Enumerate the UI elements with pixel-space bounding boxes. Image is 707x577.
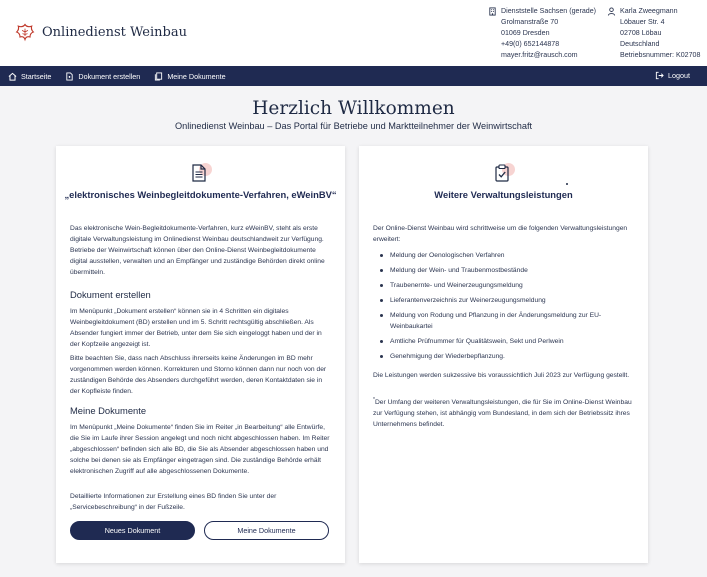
card-icon-wrap <box>494 164 514 184</box>
section-title-meine-dokumente: Meine Dokumente <box>70 405 147 416</box>
brand-name: Onlinedienst Weinbau <box>42 24 187 40</box>
main-nav <box>0 66 707 86</box>
my-documents-button[interactable]: Meine Dokumente <box>204 521 329 540</box>
new-document-button[interactable]: Neues Dokument <box>70 521 195 540</box>
list-item: Genehmigung der Wiederbepflanzung. <box>373 351 634 362</box>
welcome-section <box>0 98 707 131</box>
user-contact <box>607 6 700 61</box>
availability-note: Die Leistungen werden sukzessive bis voraussichtlich Juli 2023 zur Verfügung gestellt. <box>373 372 630 379</box>
office-name: Dienststelle Sachsen (gerade) <box>501 7 597 15</box>
clipboard-check-icon <box>494 164 510 182</box>
card-title: „elektronisches Weinbegleitdokumente-Verfahren, eWeinBV“ <box>64 189 337 200</box>
document-add-icon <box>65 72 74 81</box>
section-text: Im Menüpunkt „Dokument erstellen“ können sie in 4 Schritten ein digitales Weinbegleitdokument (BD) erstellen und im 5. Schritt rechtsgültig abschließen. Als Absender fungiert immer der Betrieb, unter dem Sie sich eingeloggt haben und der in der Kopfzeile angezeigt ist. <box>70 308 322 348</box>
nav-label: Meine Dokumente <box>167 71 226 81</box>
user-city: 02708 Löbau <box>620 29 662 37</box>
section-title-dokument-erstellen: Dokument erstellen <box>70 289 151 300</box>
services-card <box>359 146 648 563</box>
list-item: Lieferantenverzeichnis zur Weinerzeugungsmeldung <box>373 295 634 306</box>
logout-button[interactable] <box>655 71 690 80</box>
home-icon <box>8 72 17 81</box>
footnote-mark: * <box>373 397 375 403</box>
documents-icon <box>154 72 163 81</box>
logout-label: Logout <box>668 71 690 80</box>
nav-item-startseite[interactable] <box>8 72 51 81</box>
nav-label: Dokument erstellen <box>78 71 141 81</box>
scope-note-text: Der Umfang der weiteren Verwaltungsleistungen, die für Sie im Online-Dienst Weinbau zur Verfügung stehen, ist abhängig vom Bundesland, in dem sich der Betriebssitz ihres Unternehmens befindet. <box>373 399 632 429</box>
header <box>0 0 707 66</box>
page-subtitle: Onlinedienst Weinbau – Das Portal für Betriebe und Marktteilnehmer der Weinwirtschaft <box>174 121 533 131</box>
section-text: Detaillierte Informationen zur Erstellung eines BD finden Sie unter der „Servicebeschreibung“ in der Fußzeile. <box>70 493 277 511</box>
decorative-dot <box>566 183 568 185</box>
list-item: Traubenernte- und Weinerzeugungsmeldung <box>373 280 634 291</box>
office-email: mayer.fritz@rausch.com <box>501 51 578 59</box>
list-item: Meldung der Wein- und Traubenmostbestände <box>373 265 634 276</box>
list-item: Meldung der Oenologischen Verfahren <box>373 250 634 261</box>
page-title: Herzlich Willkommen <box>252 98 455 119</box>
card-intro: Der Online-Dienst Weinbau wird schrittweise um die folgenden Verwaltungsleistungen erweitert: <box>373 225 628 243</box>
nav-label: Startseite <box>21 71 52 81</box>
list-item: Meldung von Rodung und Pflanzung in der Änderungsmeldung zur EU-Weinbaukartei <box>373 310 634 332</box>
brand-logo[interactable] <box>15 22 187 42</box>
office-phone: +49(0) 652144878 <box>501 40 560 48</box>
grape-leaf-icon <box>15 22 35 42</box>
card-icon-wrap <box>191 164 211 184</box>
user-country: Deutschland <box>620 40 660 48</box>
user-name: Karla Zweegmann <box>620 7 678 15</box>
scope-note <box>373 395 634 430</box>
list-item: Amtliche Prüfnummer für Qualitätswein, Sekt und Perlwein <box>373 336 634 347</box>
document-icon <box>191 164 207 182</box>
office-street: Grolmanstraße 70 <box>501 18 559 26</box>
user-company-number: Betriebsnummer: K02708 <box>620 51 701 59</box>
office-city: 01069 Dresden <box>501 29 550 37</box>
services-list <box>373 250 634 366</box>
card-intro: Das elektronische Wein-Begleitdokumente-Verfahren, kurz eWeinBV, steht als erste digitale Verwaltungsleistung im Onlinedienst Weinbau deutschlandweit zur Verfügung. Betriebe der Weinwirtschaft können über den Online-Dienst Weinbegleitdokumente digital ausstellen, verwalten und an Empfänger und zuständige Behörden direkt online übermitteln. <box>70 225 325 276</box>
eweinbv-card <box>56 146 345 563</box>
logout-icon <box>655 71 664 80</box>
nav-item-meine-dokumente[interactable] <box>154 72 225 81</box>
section-text: Im Menüpunkt „Meine Dokumente“ finden Sie im Reiter „in Bearbeitung“ alle Entwürfe, die Sie im Laufe ihrer Session angelegt und noch nicht abgeschlossen haben. Im Reiter „abgeschlossen“ befinden sich alle BD, die Sie als Absender abgeschlossen haben und solche bei denen sie als Empfänger eingetragen sind. Die zuständige Behörde erhält elektronischen Zugriff auf alle abgeschlossenen Dokumente. <box>70 424 330 475</box>
person-icon <box>607 7 616 16</box>
section-text: Bitte beachten Sie, dass nach Abschluss ihrerseits keine Änderungen im BD mehr vorgenommen werden können. Korrekturen und Storno können dann nur noch von der zuständigen Behörde des Absenders durchgeführt werden, deren Kontaktdaten sie in der Kopfleiste finden. <box>70 355 327 395</box>
nav-item-dokument-erstellen[interactable] <box>65 72 140 81</box>
card-title: Weitere Verwaltungsleistungen <box>434 189 573 200</box>
building-icon <box>488 7 497 16</box>
office-contact <box>488 6 596 61</box>
user-street: Löbauer Str. 4 <box>620 18 665 26</box>
